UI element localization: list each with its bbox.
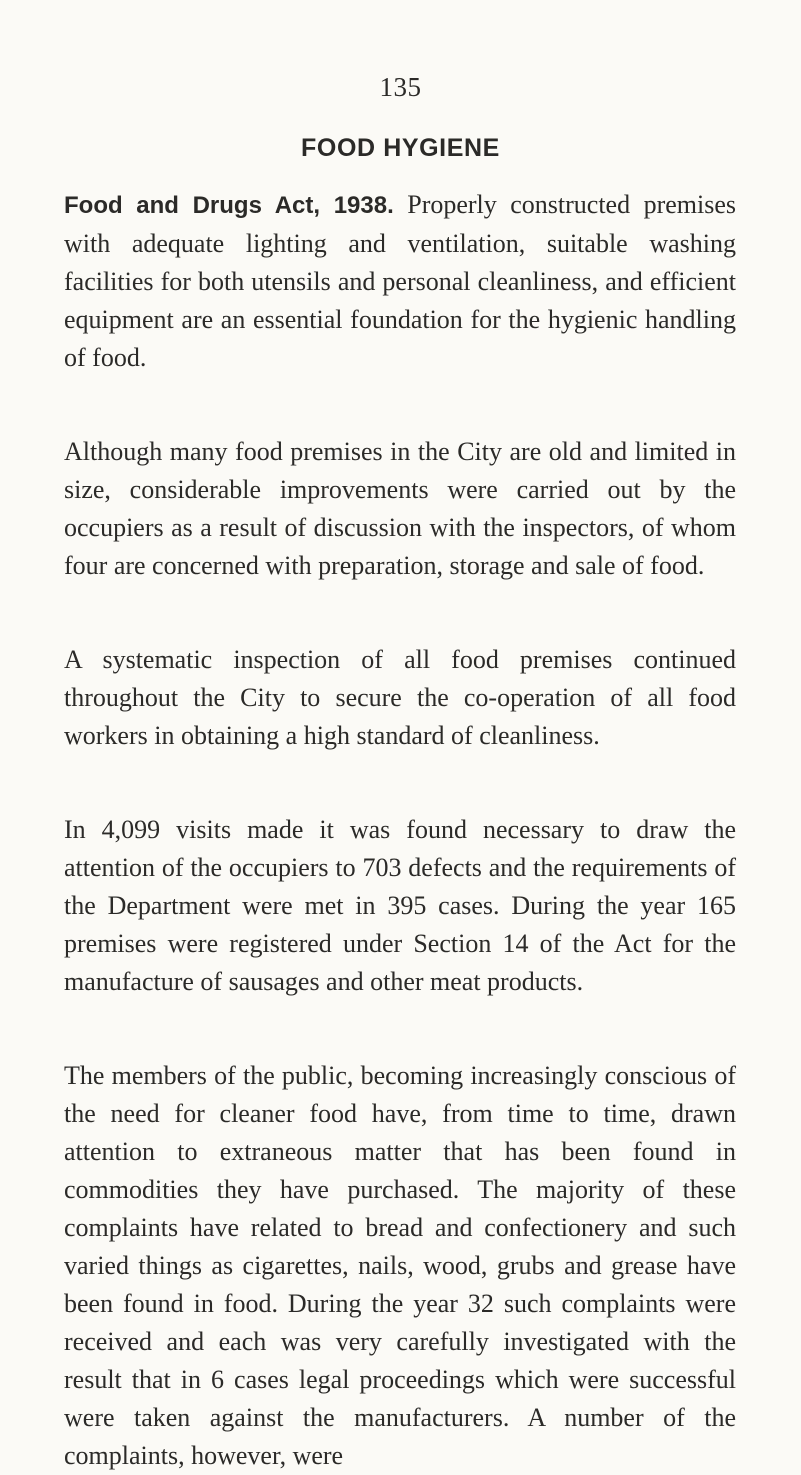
paragraph-1 [64, 186, 736, 377]
paragraph-5: The members of the public, becoming increasingly conscious of the need for cleaner food have, from time to time, drawn attention to extraneous matter that has been found in commodities they have purchased. The majority of these complaints have related to bread and confectionery and such varied things as cigarettes, nails, wood, grubs and grease have been found in food. During the year 32 such complaints were received and each was very carefully investigated with the result that in 6 cases legal proceedings which were successful were taken against the manufacturers. A number of the complaints, however, were [64, 1061, 736, 1470]
paragraph-3: A systematic inspection of all food premises continued throughout the City to secure the co-operation of all food workers in obtaining a high standard of cleanliness. [64, 645, 736, 750]
paragraph-2: Although many food premises in the City are old and limited in size, considerable improvements were carried out by the occupiers as a result of discussion with the inspectors, of whom four are concerned with preparation, storage and sale of food. [64, 437, 736, 580]
paragraph-4: In 4,099 visits made it was found necessary to draw the attention of the occupiers to 703 defects and the requirements of the Department were met in 395 cases. During the year 165 premises were registered under Section 14 of the Act for the manufacture of sausages and other meat products. [64, 815, 736, 996]
section-heading: FOOD HYGIENE [301, 134, 500, 162]
paragraph-text: Properly constructed premises with adequate lighting and ventilation, suitable washing facilities for both utensils and personal cleanliness, and efficient equipment are an essential foundation for the hygienic handling of food. [64, 190, 736, 372]
paragraph-lead: Food and Drugs Act, 1938. [64, 192, 394, 219]
body-text [64, 186, 736, 1475]
page-number: 135 [379, 72, 422, 102]
